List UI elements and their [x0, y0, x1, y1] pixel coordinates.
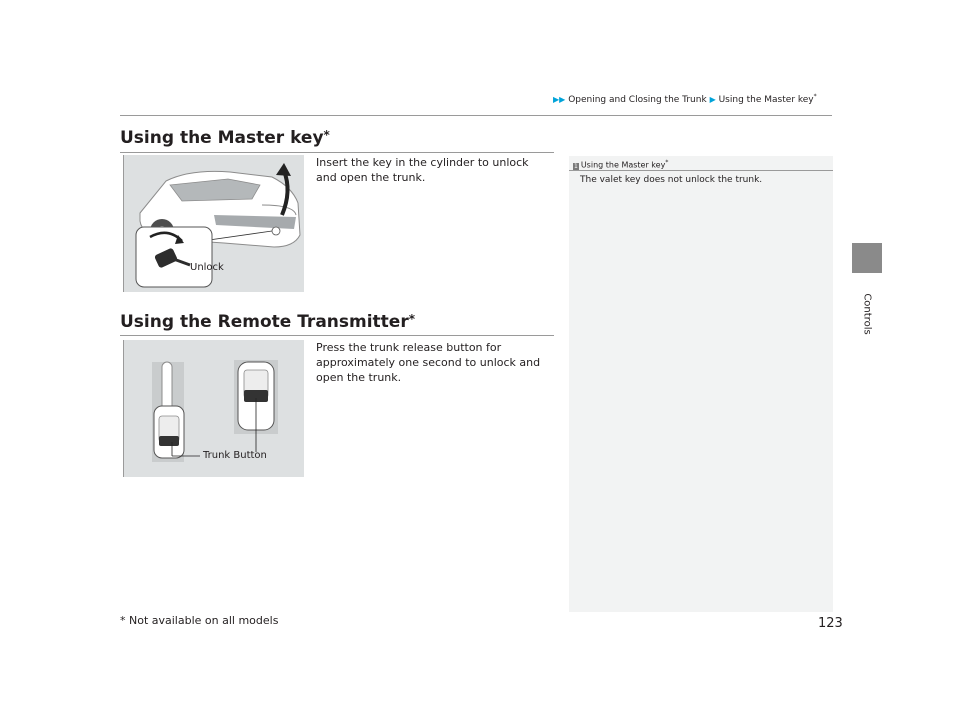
footnote-star: * [323, 128, 330, 142]
footnote-star: * [813, 93, 817, 100]
note-number-badge: 1 [574, 162, 578, 170]
note-title-text: Using the Master key [580, 160, 666, 170]
arrow-icon: ▶ [709, 95, 716, 104]
section-title-text: Using the Remote Transmitter [120, 312, 409, 332]
chapter-tab[interactable] [852, 243, 882, 273]
unlock-label: Unlock [190, 262, 224, 273]
section-title-remote [120, 312, 415, 332]
breadcrumb-item-current: Using the Master key [718, 95, 814, 105]
page-number: 123 [818, 616, 843, 631]
header-divider [120, 115, 832, 116]
note-divider [569, 170, 833, 171]
footnote-star: * [665, 159, 669, 166]
side-note [569, 156, 833, 612]
double-arrow-icon: ▶▶ [553, 95, 566, 104]
remote-instructions: Press the trunk release button for approximately one second to unlock and open the trunk. [316, 341, 541, 384]
breadcrumb-item[interactable]: Opening and Closing the Trunk [568, 95, 707, 105]
section-title-text: Using the Master key [120, 128, 324, 148]
note-title [573, 159, 668, 170]
master-key-instructions: Insert the key in the cylinder to unlock and open the trunk. [316, 156, 529, 184]
chapter-label [852, 284, 882, 344]
section-title-master-key [120, 128, 330, 148]
section-divider [120, 152, 554, 153]
breadcrumb [553, 93, 817, 105]
footnote: * Not available on all models [120, 614, 279, 627]
footnote-star: * [408, 312, 415, 326]
trunk-button-label: Trunk Button [203, 450, 267, 461]
note-text: The valet key does not unlock the trunk. [580, 175, 763, 185]
section-divider [120, 335, 554, 336]
chapter-label-text: Controls [861, 293, 873, 335]
